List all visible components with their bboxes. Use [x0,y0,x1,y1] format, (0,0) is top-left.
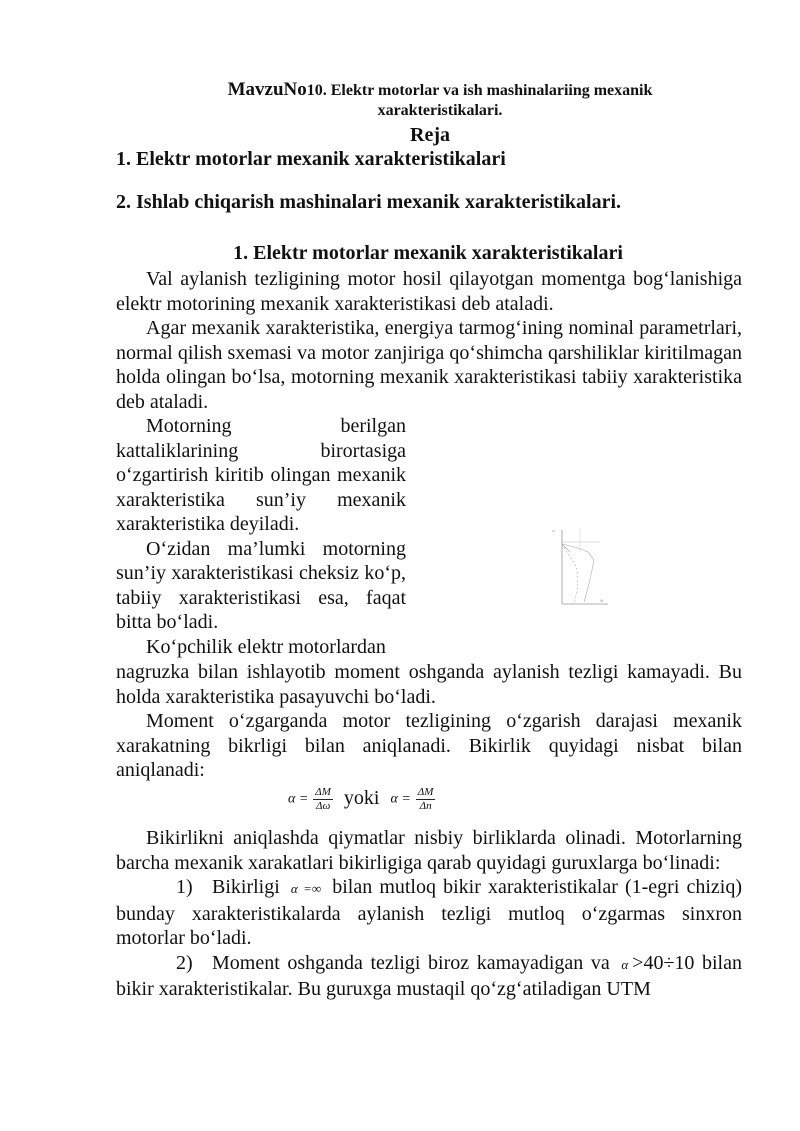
fraction-denominator-1: Δω [315,800,331,812]
formula-alpha-1: α = [288,791,309,807]
paragraph-load-cont: nagruzka bilan ishlayotib moment oshganda aylanish tezligi kamayadi. Bu holda xarakteristika pasayuvchi bo‘ladi. [116,661,742,708]
section-heading: 1. Elektr motorlar mexanik xarakteristikalari [233,242,623,264]
text-column-beside-figure [116,414,406,659]
svg-text:ω: ω [552,528,556,533]
svg-text:M: M [600,598,604,603]
list-item-2-number: 2) [176,951,193,974]
plan-heading: Reja [410,124,450,146]
formula-or: yoki [343,787,380,810]
fraction-denominator-2: Δn [419,800,432,812]
mechanical-characteristics-figure [550,522,610,612]
title-line2: xarakteristikalari. [377,102,503,119]
paragraph-count: O‘zidan ma’lumki motorning sun’iy xarakteristikasi cheksiz ko‘p, tabiiy xarakteristikasi esa, faqat bitta bo‘ladi. [116,537,406,633]
paragraph-natural: Agar mexanik xarakteristika, energiya tarmog‘ining nominal parametrlari, normal qilish sxemasi va motor zanjiriga qo‘shimcha qarshiliklar kiritilmagan holda olingan bo‘lsa, motorning mexanik xarakteristikasi tabiiy xarakteristika deb ataladi. [116,317,742,413]
list-item-1-number: 1) [176,876,193,898]
paragraph-groups: Bikirlikni aniqlashda qiymatlar nisbiy birliklarda olinadi. Motorlarning barcha mexanik xarakatlari bikirligiga qarab quyidagi guruxlarga bo‘linadi: [116,827,742,874]
rigidity-formula [288,786,435,813]
paragraph-load-start: Ko‘pchilik elektr motorlardan [146,635,386,658]
plan-item-1: 1. Elektr motorlar mexanik xarakteristikalari [116,148,506,170]
formula-alpha-2: α = [390,791,411,807]
alpha-infinity-symbol: α =∞ [290,881,322,896]
title-prefix: MavzuNo [227,79,307,100]
list-item-2: 2) Moment oshganda tezligi biroz kamayadigan va α >40÷10 bilan bikir xarakteristikalar. Bu guruxga mustaqil qo‘zg‘atiladigan UTM [116,951,742,1000]
alpha-symbol: α [621,956,629,972]
paragraph-artificial: Motorning berilgan kattaliklarining birortasiga o‘zgartirish kiritib olingan mexanik xarakteristika sun’iy mexanik xarakteristika deyiladi. [116,415,406,535]
fraction-dm-domega [313,786,333,813]
fraction-numerator-1: ΔM [315,786,331,798]
intro-paragraphs [116,267,742,414]
body-continued [116,660,742,783]
body-groups [116,826,742,1002]
paragraph-definition: Val aylanish tezligining motor hosil qilayotgan momentga bog‘lanishiga elektr motorining mexanik xarakteristikasi deb ataladi. [116,268,742,315]
title-rest: 10. Elektr motorlar va ish mashinalariing mexanik [306,82,653,99]
document-title [120,80,760,121]
plan-item-2: 2. Ishlab chiqarish mashinalari mexanik xarakteristikalari. [116,191,622,213]
fraction-dm-dn [416,786,436,813]
paragraph-rigidity: Moment o‘zgarganda motor tezligining o‘zgarish darajasi mexanik xarakatning bikrligi bilan aniqlanadi. Bikirlik quyidagi nisbat bilan aniqlanadi: [116,710,742,781]
list-item-1: 1) Bikirligi α =∞ bilan mutloq bikir xarakteristikalar (1-egri chiziq) bunday xarakteristikalarda aylanish tezligi mutloq o‘zgarmas sinxron motorlar bo‘ladi. [116,876,743,949]
fraction-numerator-2: ΔM [417,786,434,798]
